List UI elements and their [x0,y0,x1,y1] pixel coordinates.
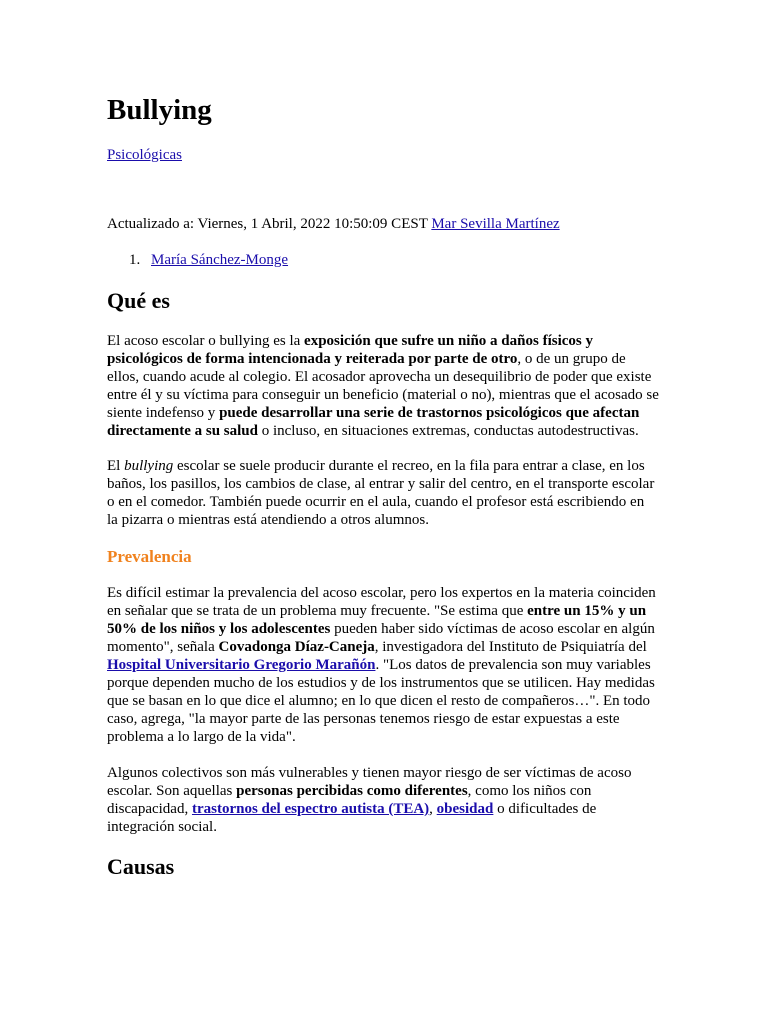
reviewer-link[interactable]: María Sánchez-Monge [151,252,289,268]
paragraph-vulnerable-groups [107,764,655,836]
text: pueden haber sido víctimas de acoso escolar en algún [330,621,655,637]
text: Es difícil estimar la prevalencia del acoso escolar, pero los expertos en la materia coinciden [107,585,656,601]
text: caso, agrega, "la mayor parte de las personas tenemos riesgo de estar expuestas a este [107,711,620,727]
text: Algunos colectivos son más vulnerables y tienen mayor riesgo de ser víctimas de acoso [107,765,632,781]
paragraph-definition [107,332,659,440]
bold-text: Covadonga Díaz-Caneja [218,639,375,655]
text: problema a lo largo de la vida". [107,729,296,745]
text: o incluso, en situaciones extremas, conductas autodestructivas. [257,423,639,439]
paragraph-locations [107,457,655,529]
bold-text: psicológicos de forma intencionada y reiterada por parte de otro [107,351,518,367]
text: escolar se suele producir durante el recreo, en la fila para entrar a clase, en los [173,458,645,474]
text: porque dependen mucho de los estudios y de los instrumentos que se utilicen. Hay medidas [107,675,655,691]
bold-text: entre un 15% y un [527,603,647,619]
section-heading-causas: Causas [107,854,175,879]
list-item [107,251,288,269]
reviewer-list [107,251,288,269]
tea-link[interactable]: trastornos del espectro autista (TEA) [191,801,430,817]
hospital-link[interactable]: Hospital Universitario Gregorio Marañón [107,657,376,673]
list-number: 1. [129,252,141,268]
bold-text: directamente a su salud [107,423,258,439]
text: , investigadora del Instituto de Psiquiatría del [374,639,647,655]
text: , o de un grupo de [517,351,626,367]
text: la pizarra o mientras está atendiendo a otros alumnos. [107,512,429,528]
section-heading-prevalencia: Prevalencia [107,547,192,566]
update-date-text: Actualizado a: Viernes, 1 Abril, 2022 10:50:09 CEST [107,216,432,232]
text: integración social. [107,819,217,835]
text: o dificultades de [493,801,597,817]
bold-text: personas percibidas como diferentes [236,783,468,799]
text: escolar. Son aquellas [107,783,237,799]
bold-text: exposición que sufre un niño a daños físicos y [304,333,593,349]
update-info [107,215,560,233]
bold-text: 50% de los niños y los adolescentes [107,621,331,637]
category-link[interactable]: Psicológicas [107,147,182,163]
obesidad-link[interactable]: obesidad [436,801,494,817]
paragraph-prevalence [107,584,655,746]
section-heading-que-es: Qué es [107,288,170,313]
text: El acoso escolar o bullying es la [107,333,305,349]
page-title: Bullying [107,94,212,126]
bold-text: puede desarrollar una serie de trastornos psicológicos que afectan [219,405,640,421]
text: siente indefenso y [107,405,220,421]
text: o en el comedor. También puede ocurrir en el aula, cuando el profesor está escribiendo en [107,494,645,510]
text: entre él y su víctima para conseguir un beneficio (material o no), mientras que el acosado se [107,387,659,403]
text: momento", señala [107,639,219,655]
text: en señalar que se trata de un problema muy frecuente. "Se estima que [107,603,528,619]
text: . "Los datos de prevalencia son muy variables [375,657,651,673]
text: El [107,458,125,474]
text: , como los niños con [467,783,592,799]
text: que se basan en lo que dice el alumno; en lo que dicen el resto de compañeros…". En todo [107,693,651,709]
text: ellos, cuando acude al colegio. El acosador aprovecha un desequilibrio de poder que existe [107,369,652,385]
text: discapacidad, [107,801,192,817]
text: baños, los pasillos, los cambios de clase, al entrar y salir del centro, en el transporte escolar [107,476,655,492]
text: , [429,801,437,817]
author-link[interactable]: Mar Sevilla Martínez [431,216,560,232]
italic-text: bullying [124,458,174,474]
